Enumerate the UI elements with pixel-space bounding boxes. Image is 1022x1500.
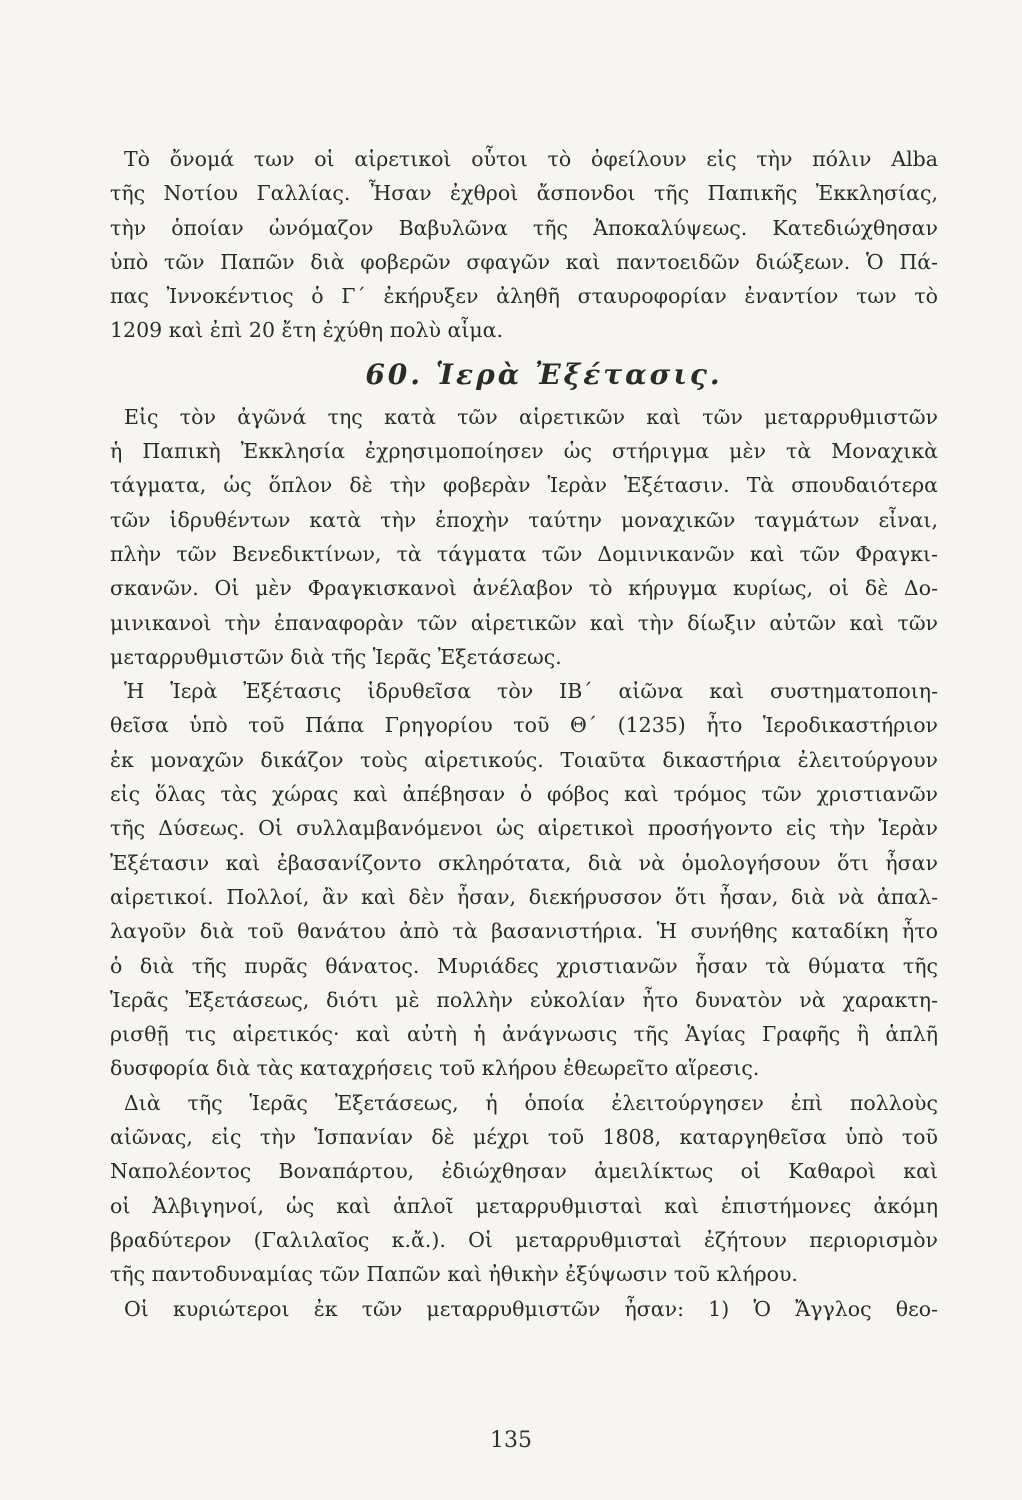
- text-line: Ἐξέτασιν καὶ ἐβασανίζοντο σκληρότατα, διὰ νὰ ὁμολογήσουν ὅτι ἦσαν: [110, 850, 938, 875]
- text-line: αἰῶνας, εἰς τὴν Ἱσπανίαν δὲ μέχρι τοῦ 1808, καταργηθεῖσα ὑπὸ τοῦ: [110, 1125, 938, 1150]
- text-line: ὁ διὰ τῆς πυρᾶς θάνατος. Μυριάδες χριστιανῶν ἦσαν τὰ θύματα τῆς: [110, 953, 938, 978]
- text-line: βραδύτερον (Γαλιλαῖος κ.ἄ.). Οἱ μεταρρυθμισταὶ ἐζήτουν περιορισμὸν: [110, 1227, 938, 1252]
- text-line: τῶν ἱδρυθέντων κατὰ τὴν ἐποχὴν ταύτην μοναχικῶν ταγμάτων εἶναι,: [110, 507, 938, 532]
- text-line: σκανῶν. Οἱ μὲν Φραγκισκανοὶ ἀνέλαβον τὸ κήρυγμα κυρίως, οἱ δὲ Δο-: [110, 576, 938, 601]
- text-line: πλὴν τῶν Βενεδικτίνων, τὰ τάγματα τῶν Δομινικανῶν καὶ τῶν Φραγκι-: [110, 541, 938, 566]
- paragraph-1: [110, 400, 938, 674]
- text-line: Οἱ κυριώτεροι ἐκ τῶν μεταρρυθμιστῶν ἦσαν: 1) Ὁ Ἄγγλος θεο-: [124, 1296, 938, 1321]
- text-line: θεῖσα ὑπὸ τοῦ Πάπα Γρηγορίου τοῦ Θ΄ (1235) ἦτο Ἱεροδικαστήριον: [110, 713, 938, 738]
- text-line: πας Ἰννοκέντιος ὁ Γ΄ ἐκήρυξεν ἀληθῆ σταυροφορίαν ἐναντίον των τὸ: [110, 284, 938, 309]
- text-line: Τὸ ὄνομά των οἱ αἱρετικοὶ οὗτοι τὸ ὀφείλουν εἰς τὴν πόλιν Alba: [124, 147, 938, 171]
- text-line: ἐκ μοναχῶν δικάζον τοὺς αἱρετικούς. Τοιαῦτα δικαστήρια ἐλειτούργουν: [110, 747, 938, 772]
- text-line: Διὰ τῆς Ἱερᾶς Ἐξετάσεως, ἡ ὁποία ἐλειτούργησεν ἐπὶ πολλοὺς: [124, 1090, 938, 1115]
- text-line: Ἱερᾶς Ἐξετάσεως, διότι μὲ πολλὴν εὐκολίαν ἦτο δυνατὸν νὰ χαρακτη-: [110, 987, 938, 1012]
- text-line: Εἰς τὸν ἀγῶνά της κατὰ τῶν αἱρετικῶν καὶ τῶν μεταρρυθμιστῶν: [124, 404, 938, 429]
- section-heading: 60. Ἱερὰ Ἐξέτασις.: [365, 357, 723, 391]
- paragraph-top: [110, 142, 938, 348]
- text-line: δυσφορία διὰ τὰς καταχρήσεις τοῦ κλήρου ἐθεωρεῖτο αἵρεσις.: [110, 1056, 760, 1081]
- text-line: εἰς ὅλας τὰς χώρας καὶ ἀπέβησαν ὁ φόβος καὶ τρόμος τῶν χριστιανῶν: [110, 782, 938, 807]
- text-line: μεταρρυθμιστῶν διὰ τῆς Ἱερᾶς Ἐξετάσεως.: [110, 644, 562, 669]
- text-line: Ἡ Ἱερὰ Ἐξέτασις ἱδρυθεῖσα τὸν ΙΒ΄ αἰῶνα καὶ συστηματοποιη-: [124, 679, 938, 704]
- text-line: λαγοῦν διὰ τοῦ θανάτου ἀπὸ τὰ βασανιστήρια. Ἡ συνήθης καταδίκη ἦτο: [110, 919, 938, 944]
- text-line: οἱ Ἀλβιγηνοί, ὡς καὶ ἁπλοῖ μεταρρυθμισταὶ καὶ ἐπιστήμονες ἀκόμη: [110, 1193, 938, 1218]
- text-line: Ναπολέοντος Βοναπάρτου, ἐδιώχθησαν ἀμειλίκτως οἱ Καθαροὶ καὶ: [110, 1159, 938, 1184]
- text-line: ὑπὸ τῶν Παπῶν διὰ φοβερῶν σφαγῶν καὶ παντοειδῶν διώξεων. Ὁ Πά-: [110, 249, 938, 274]
- paragraph-3: [110, 1086, 938, 1292]
- text-line: αἱρετικοί. Πολλοί, ἂν καὶ δὲν ἦσαν, διεκήρυσσον ὅτι ἦσαν, διὰ νὰ ἀπαλ-: [110, 884, 938, 909]
- text-line: τάγματα, ὡς ὅπλον δὲ τὴν φοβερὰν Ἱερὰν Ἐξέτασιν. Τὰ σπουδαιότερα: [110, 473, 938, 498]
- text-line: τῆς Νοτίου Γαλλίας. Ἦσαν ἐχθροὶ ἄσπονδοι τῆς Παπικῆς Ἐκκλησίας,: [110, 181, 938, 206]
- paragraph-2: [110, 674, 938, 1086]
- page-number: 135: [490, 1428, 532, 1453]
- paragraph-4: [110, 1292, 938, 1326]
- text-line: 1209 καὶ ἐπὶ 20 ἔτη ἐχύθη πολὺ αἷμα.: [110, 318, 504, 343]
- text-body: [110, 142, 938, 1326]
- text-line: τῆς Δύσεως. Οἱ συλλαμβανόμενοι ὡς αἱρετικοὶ προσήγοντο εἰς τὴν Ἱερὰν: [110, 816, 938, 841]
- text-line: μινικανοὶ τὴν ἐπαναφορὰν τῶν αἱρετικῶν καὶ τὴν δίωξιν αὐτῶν καὶ τῶν: [110, 610, 938, 635]
- text-line: τῆς παντοδυναμίας τῶν Παπῶν καὶ ἠθικὴν ἐξύψωσιν τοῦ κλήρου.: [110, 1262, 798, 1287]
- text-line: ἡ Παπικὴ Ἐκκλησία ἐχρησιμοποίησεν ὡς στήριγμα μὲν τὰ Μοναχικὰ: [110, 439, 938, 464]
- text-line: ρισθῇ τις αἱρετικός· καὶ αὐτὴ ἡ ἀνάγνωσις τῆς Ἁγίας Γραφῆς ἢ ἁπλῆ: [110, 1022, 938, 1047]
- text-line: τὴν ὁποίαν ὠνόμαζον Βαβυλῶνα τῆς Ἀποκαλύψεως. Κατεδιώχθησαν: [110, 215, 938, 240]
